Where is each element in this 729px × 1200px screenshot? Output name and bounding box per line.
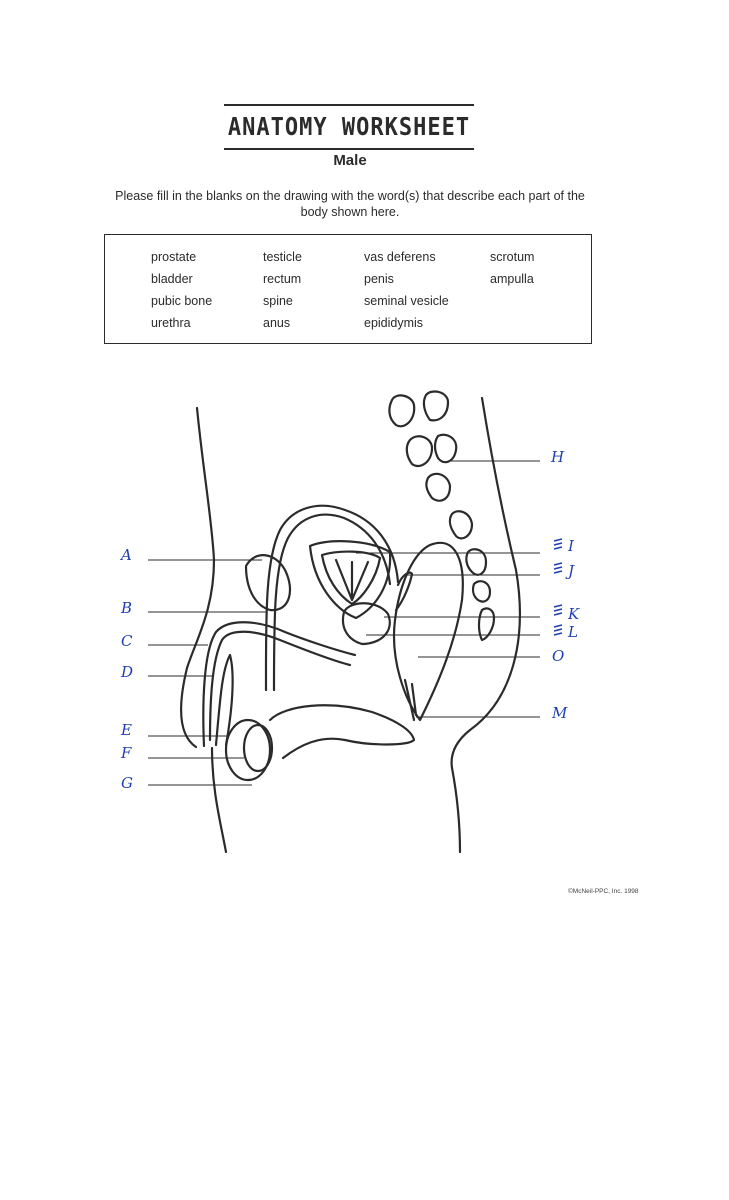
- testicle: [226, 720, 270, 780]
- worksheet-title: ANATOMY WORKSHEET: [227, 112, 471, 142]
- label-g: G: [121, 774, 133, 792]
- word-bank-item: rectum: [263, 272, 302, 286]
- body-lower-front-outline: [212, 748, 226, 852]
- word-bank-item: testicle: [263, 250, 302, 264]
- word-bank-item: anus: [263, 316, 291, 330]
- vertebra: [426, 474, 450, 501]
- word-bank-item: urethra: [151, 316, 191, 330]
- label-a: A: [121, 546, 132, 564]
- epididymis: [244, 725, 272, 771]
- label-f: F: [121, 744, 132, 762]
- body-front-outline: [181, 408, 214, 747]
- label-l: L: [568, 623, 578, 641]
- label-e: E: [121, 721, 132, 739]
- prostate: [343, 603, 390, 644]
- label-k: K: [568, 605, 580, 623]
- rectum: [394, 543, 463, 720]
- label-b: B: [121, 599, 133, 617]
- word-bank-item: scrotum: [490, 250, 535, 264]
- word-bank-item: pubic bone: [151, 294, 213, 308]
- word-bank-item: spine: [263, 294, 293, 308]
- word-bank-item: vas deferens: [364, 250, 436, 264]
- vertebra: [473, 581, 490, 601]
- anus-lines: [405, 680, 416, 720]
- word-bank-item: epididymis: [364, 316, 424, 330]
- word-bank-item: bladder: [151, 272, 193, 286]
- label-j: J: [568, 562, 575, 580]
- label-i: I: [568, 537, 574, 555]
- vertebra: [407, 436, 432, 466]
- copyright-notice: ©McNeil-PPC, Inc. 1998: [568, 888, 639, 895]
- word-bank-item: penis: [364, 272, 394, 286]
- label-c: C: [121, 632, 133, 650]
- label-d: D: [121, 663, 134, 681]
- label-m: M: [552, 704, 568, 722]
- word-bank-item: prostate: [151, 250, 197, 264]
- label-h: H: [551, 448, 565, 466]
- word-bank-item: ampulla: [490, 272, 534, 286]
- instructions-text: Please fill in the blanks on the drawing with the word(s) that describe each part of the body shown here.: [115, 189, 585, 219]
- vertebra: [435, 435, 456, 462]
- buttock-lower-outline: [452, 768, 460, 852]
- label-o: O: [552, 647, 565, 665]
- thigh-outline: [270, 705, 414, 758]
- word-bank-item: seminal vesicle: [364, 294, 449, 308]
- vertebra: [389, 395, 414, 426]
- scribble-icon: [554, 539, 562, 635]
- vertebra: [424, 391, 448, 420]
- worksheet-subtitle: Male: [333, 152, 367, 169]
- vertebra: [450, 511, 472, 538]
